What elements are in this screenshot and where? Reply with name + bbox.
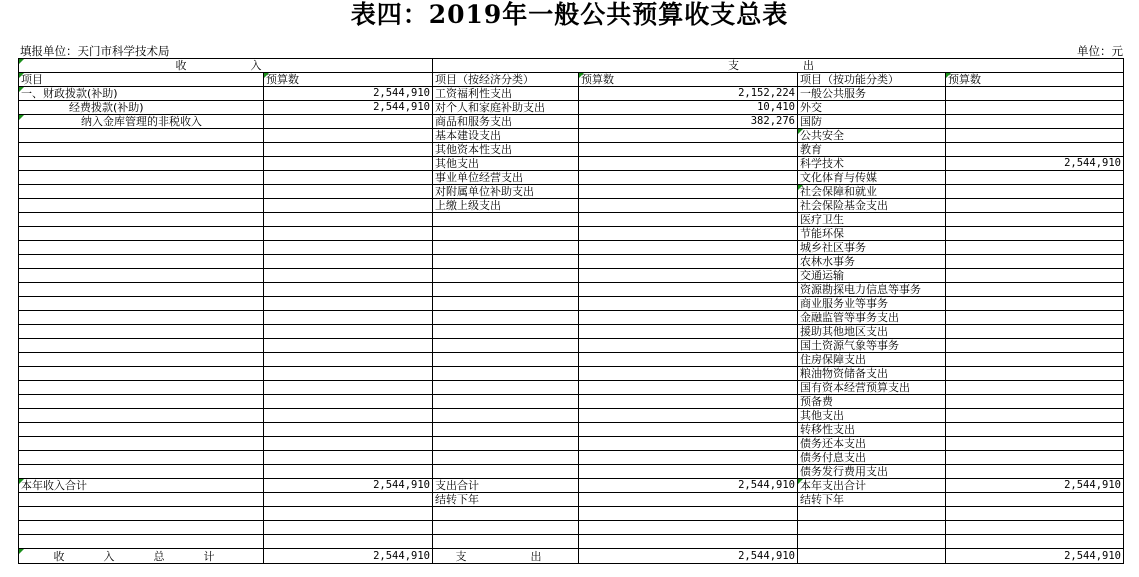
econ-item-cell xyxy=(433,325,579,339)
econ-item-cell: 支出合计 xyxy=(433,479,579,493)
func-budget-cell xyxy=(946,535,1124,549)
econ-budget-cell xyxy=(579,171,798,185)
func-budget-cell xyxy=(946,395,1124,409)
income-item-cell: 本年收入合计 xyxy=(19,479,264,493)
econ-budget-cell xyxy=(579,213,798,227)
table-row xyxy=(19,115,1124,129)
income-item-cell xyxy=(19,395,264,409)
econ-item-cell xyxy=(433,437,579,451)
income-item-cell xyxy=(19,129,264,143)
func-item-cell: 节能环保 xyxy=(798,227,946,241)
income-budget-cell xyxy=(264,269,433,283)
table-row xyxy=(19,325,1124,339)
func-item-cell: 结转下年 xyxy=(798,493,946,507)
col-income-budget: 预算数 xyxy=(264,73,433,87)
income-item-cell xyxy=(19,227,264,241)
func-item-cell: 住房保障支出 xyxy=(798,353,946,367)
income-budget-cell xyxy=(264,129,433,143)
func-item-cell xyxy=(798,507,946,521)
func-item-cell: 资源勘探电力信息等事务 xyxy=(798,283,946,297)
expense-total-label: 支 出 xyxy=(433,549,579,564)
func-item-cell: 农林水事务 xyxy=(798,255,946,269)
econ-budget-cell xyxy=(579,297,798,311)
income-budget-cell xyxy=(264,493,433,507)
econ-item-cell: 对附属单位补助支出 xyxy=(433,185,579,199)
func-budget-cell xyxy=(946,227,1124,241)
income-budget-cell xyxy=(264,395,433,409)
func-item-cell: 债务付息支出 xyxy=(798,451,946,465)
income-item-cell xyxy=(19,507,264,521)
econ-item-cell xyxy=(433,423,579,437)
income-budget-cell xyxy=(264,171,433,185)
section-header-row xyxy=(19,59,1124,73)
col-econ-item: 项目（按经济分类） xyxy=(433,73,579,87)
table-row xyxy=(19,269,1124,283)
table-row xyxy=(19,367,1124,381)
table-row xyxy=(19,129,1124,143)
econ-item-cell xyxy=(433,311,579,325)
income-budget-cell: 2,544,910 xyxy=(264,479,433,493)
col-econ-budget: 预算数 xyxy=(579,73,798,87)
econ-budget-cell xyxy=(579,157,798,171)
income-item-cell xyxy=(19,493,264,507)
income-item-cell xyxy=(19,255,264,269)
currency-unit: 单位：元 xyxy=(1077,44,1123,58)
income-item-cell xyxy=(19,451,264,465)
income-budget-cell xyxy=(264,381,433,395)
econ-total-value: 2,544,910 xyxy=(579,549,798,564)
func-item-cell: 社会保险基金支出 xyxy=(798,199,946,213)
func-budget-cell xyxy=(946,269,1124,283)
func-budget-cell xyxy=(946,255,1124,269)
econ-budget-cell xyxy=(579,521,798,535)
econ-budget-cell xyxy=(579,451,798,465)
income-budget-cell xyxy=(264,423,433,437)
econ-budget-cell xyxy=(579,465,798,479)
income-item-cell xyxy=(19,199,264,213)
econ-item-cell: 工资福利性支出 xyxy=(433,87,579,101)
table-row xyxy=(19,395,1124,409)
func-item-cell: 金融监管等事务支出 xyxy=(798,311,946,325)
econ-budget-cell xyxy=(579,241,798,255)
col-func-budget: 预算数 xyxy=(946,73,1124,87)
func-item-cell: 社会保障和就业 xyxy=(798,185,946,199)
func-budget-cell xyxy=(946,283,1124,297)
econ-budget-cell xyxy=(579,129,798,143)
econ-budget-cell xyxy=(579,409,798,423)
income-budget-cell xyxy=(264,185,433,199)
col-income-item: 项目 xyxy=(19,73,264,87)
func-budget-cell xyxy=(946,115,1124,129)
table-row xyxy=(19,535,1124,549)
func-budget-cell: 2,544,910 xyxy=(946,157,1124,171)
func-item-cell: 医疗卫生 xyxy=(798,213,946,227)
econ-budget-cell: 2,544,910 xyxy=(579,479,798,493)
func-item-cell: 国土资源气象等事务 xyxy=(798,339,946,353)
income-item-cell xyxy=(19,535,264,549)
table-row xyxy=(19,451,1124,465)
econ-item-cell: 事业单位经营支出 xyxy=(433,171,579,185)
econ-budget-cell xyxy=(579,535,798,549)
econ-budget-cell: 382,276 xyxy=(579,115,798,129)
func-item-cell: 转移性支出 xyxy=(798,423,946,437)
income-budget-cell xyxy=(264,241,433,255)
econ-item-cell xyxy=(433,381,579,395)
econ-budget-cell xyxy=(579,255,798,269)
income-section-header: 收 入 xyxy=(19,59,433,73)
income-budget-cell xyxy=(264,297,433,311)
income-budget-cell xyxy=(264,311,433,325)
econ-budget-cell xyxy=(579,423,798,437)
func-item-cell xyxy=(798,521,946,535)
income-budget-cell xyxy=(264,521,433,535)
table-row xyxy=(19,87,1124,101)
income-item-cell xyxy=(19,311,264,325)
income-budget-cell xyxy=(264,143,433,157)
econ-item-cell xyxy=(433,353,579,367)
func-item-cell: 外交 xyxy=(798,101,946,115)
income-budget-cell xyxy=(264,255,433,269)
func-budget-cell xyxy=(946,241,1124,255)
income-item-cell xyxy=(19,157,264,171)
econ-budget-cell xyxy=(579,227,798,241)
func-item-cell: 教育 xyxy=(798,143,946,157)
econ-item-cell: 其他资本性支出 xyxy=(433,143,579,157)
func-item-cell: 本年支出合计 xyxy=(798,479,946,493)
econ-budget-cell xyxy=(579,143,798,157)
func-budget-cell xyxy=(946,325,1124,339)
income-budget-cell xyxy=(264,283,433,297)
table-row xyxy=(19,283,1124,297)
income-item-cell xyxy=(19,367,264,381)
table-row xyxy=(19,507,1124,521)
income-budget-cell xyxy=(264,367,433,381)
func-item-cell: 债务发行费用支出 xyxy=(798,465,946,479)
income-item-cell xyxy=(19,283,264,297)
income-item-cell xyxy=(19,521,264,535)
table-row xyxy=(19,423,1124,437)
econ-item-cell xyxy=(433,507,579,521)
income-budget-cell: 2,544,910 xyxy=(264,101,433,115)
table-row xyxy=(19,465,1124,479)
income-budget-cell xyxy=(264,339,433,353)
table-row xyxy=(19,479,1124,493)
table-row xyxy=(19,213,1124,227)
func-budget-cell xyxy=(946,423,1124,437)
func-budget-cell xyxy=(946,493,1124,507)
income-budget-cell: 2,544,910 xyxy=(264,87,433,101)
econ-item-cell xyxy=(433,535,579,549)
table-row xyxy=(19,171,1124,185)
econ-item-cell xyxy=(433,451,579,465)
econ-budget-cell xyxy=(579,367,798,381)
income-item-cell: 经费拨款(补助) xyxy=(19,101,264,115)
table-row xyxy=(19,241,1124,255)
func-budget-cell xyxy=(946,101,1124,115)
econ-budget-cell xyxy=(579,507,798,521)
income-budget-cell xyxy=(264,199,433,213)
econ-item-cell: 其他支出 xyxy=(433,157,579,171)
econ-item-cell: 结转下年 xyxy=(433,493,579,507)
func-budget-cell xyxy=(946,339,1124,353)
column-header-row xyxy=(19,73,1124,87)
func-budget-cell xyxy=(946,143,1124,157)
econ-budget-cell: 2,152,224 xyxy=(579,87,798,101)
econ-item-cell xyxy=(433,255,579,269)
econ-budget-cell xyxy=(579,185,798,199)
func-budget-cell xyxy=(946,213,1124,227)
func-budget-cell xyxy=(946,87,1124,101)
func-budget-cell: 2,544,910 xyxy=(946,479,1124,493)
func-budget-cell xyxy=(946,185,1124,199)
econ-budget-cell xyxy=(579,325,798,339)
income-item-cell xyxy=(19,465,264,479)
func-item-cell: 援助其他地区支出 xyxy=(798,325,946,339)
func-budget-cell xyxy=(946,507,1124,521)
econ-budget-cell xyxy=(579,311,798,325)
grand-total-row xyxy=(19,549,1124,564)
econ-item-cell xyxy=(433,367,579,381)
table-row xyxy=(19,199,1124,213)
econ-budget-cell: 10,410 xyxy=(579,101,798,115)
func-budget-cell xyxy=(946,311,1124,325)
func-item-cell: 科学技术 xyxy=(798,157,946,171)
income-item-cell xyxy=(19,269,264,283)
table-row xyxy=(19,157,1124,171)
table-row xyxy=(19,101,1124,115)
func-budget-cell xyxy=(946,367,1124,381)
func-item-cell: 粮油物资储备支出 xyxy=(798,367,946,381)
econ-item-cell xyxy=(433,339,579,353)
income-budget-cell xyxy=(264,325,433,339)
econ-item-cell xyxy=(433,269,579,283)
econ-item-cell xyxy=(433,227,579,241)
econ-item-cell: 商品和服务支出 xyxy=(433,115,579,129)
income-budget-cell xyxy=(264,353,433,367)
func-budget-cell xyxy=(946,437,1124,451)
table-row xyxy=(19,297,1124,311)
func-budget-cell xyxy=(946,353,1124,367)
table-row xyxy=(19,409,1124,423)
table-row xyxy=(19,311,1124,325)
income-item-cell xyxy=(19,381,264,395)
func-total-value: 2,544,910 xyxy=(946,549,1124,564)
func-item-cell: 文化体育与传媒 xyxy=(798,171,946,185)
income-item-cell: 纳入金库管理的非税收入 xyxy=(19,115,264,129)
reporting-unit: 填报单位：天门市科学技术局 xyxy=(20,44,170,58)
expense-section-header: 支 出 xyxy=(433,59,1124,73)
income-budget-cell xyxy=(264,157,433,171)
table-row xyxy=(19,353,1124,367)
econ-item-cell xyxy=(433,521,579,535)
econ-budget-cell xyxy=(579,493,798,507)
econ-budget-cell xyxy=(579,395,798,409)
func-item-cell: 城乡社区事务 xyxy=(798,241,946,255)
econ-item-cell: 基本建设支出 xyxy=(433,129,579,143)
econ-item-cell xyxy=(433,465,579,479)
econ-budget-cell xyxy=(579,381,798,395)
income-item-cell xyxy=(19,339,264,353)
table-row xyxy=(19,381,1124,395)
income-budget-cell xyxy=(264,535,433,549)
func-budget-cell xyxy=(946,451,1124,465)
func-budget-cell xyxy=(946,129,1124,143)
econ-item-cell xyxy=(433,409,579,423)
income-budget-cell xyxy=(264,213,433,227)
table-body xyxy=(19,87,1124,549)
income-budget-cell xyxy=(264,227,433,241)
econ-item-cell: 上缴上级支出 xyxy=(433,199,579,213)
table-row xyxy=(19,227,1124,241)
econ-budget-cell xyxy=(579,269,798,283)
func-budget-cell xyxy=(946,171,1124,185)
econ-budget-cell xyxy=(579,199,798,213)
func-budget-cell xyxy=(946,409,1124,423)
econ-item-cell xyxy=(433,297,579,311)
income-item-cell xyxy=(19,437,264,451)
func-budget-cell xyxy=(946,297,1124,311)
table-row xyxy=(19,493,1124,507)
table-row xyxy=(19,185,1124,199)
econ-item-cell xyxy=(433,213,579,227)
income-budget-cell xyxy=(264,451,433,465)
table-row xyxy=(19,521,1124,535)
page-title: 表四：2019年一般公共预算收支总表 xyxy=(350,0,789,29)
income-item-cell xyxy=(19,325,264,339)
income-item-cell xyxy=(19,353,264,367)
func-budget-cell xyxy=(946,199,1124,213)
income-item-cell xyxy=(19,143,264,157)
income-budget-cell xyxy=(264,437,433,451)
income-item-cell: 一、财政拨款(补助) xyxy=(19,87,264,101)
income-item-cell xyxy=(19,297,264,311)
table-row xyxy=(19,143,1124,157)
econ-budget-cell xyxy=(579,339,798,353)
econ-budget-cell xyxy=(579,437,798,451)
income-total-value: 2,544,910 xyxy=(264,549,433,564)
income-budget-cell xyxy=(264,465,433,479)
econ-budget-cell xyxy=(579,353,798,367)
econ-item-cell xyxy=(433,283,579,297)
func-total-label-cell xyxy=(798,549,946,564)
income-item-cell xyxy=(19,213,264,227)
budget-table xyxy=(18,58,1124,564)
econ-item-cell xyxy=(433,395,579,409)
func-item-cell: 公共安全 xyxy=(798,129,946,143)
func-item-cell: 商业服务业等事务 xyxy=(798,297,946,311)
func-budget-cell xyxy=(946,465,1124,479)
func-item-cell: 一般公共服务 xyxy=(798,87,946,101)
econ-item-cell xyxy=(433,241,579,255)
func-item-cell: 交通运输 xyxy=(798,269,946,283)
income-budget-cell xyxy=(264,115,433,129)
income-item-cell xyxy=(19,409,264,423)
func-item-cell: 国防 xyxy=(798,115,946,129)
func-budget-cell xyxy=(946,521,1124,535)
income-item-cell xyxy=(19,241,264,255)
table-row xyxy=(19,339,1124,353)
func-item-cell: 国有资本经营预算支出 xyxy=(798,381,946,395)
income-item-cell xyxy=(19,185,264,199)
func-item-cell xyxy=(798,535,946,549)
econ-item-cell: 对个人和家庭补助支出 xyxy=(433,101,579,115)
func-item-cell: 债务还本支出 xyxy=(798,437,946,451)
income-item-cell xyxy=(19,423,264,437)
income-item-cell xyxy=(19,171,264,185)
func-budget-cell xyxy=(946,381,1124,395)
econ-budget-cell xyxy=(579,283,798,297)
func-item-cell: 预备费 xyxy=(798,395,946,409)
income-budget-cell xyxy=(264,409,433,423)
income-budget-cell xyxy=(264,507,433,521)
func-item-cell: 其他支出 xyxy=(798,409,946,423)
col-func-item: 项目（按功能分类） xyxy=(798,73,946,87)
income-total-label: 收 入 总 计 xyxy=(19,549,264,564)
table-row xyxy=(19,255,1124,269)
table-row xyxy=(19,437,1124,451)
